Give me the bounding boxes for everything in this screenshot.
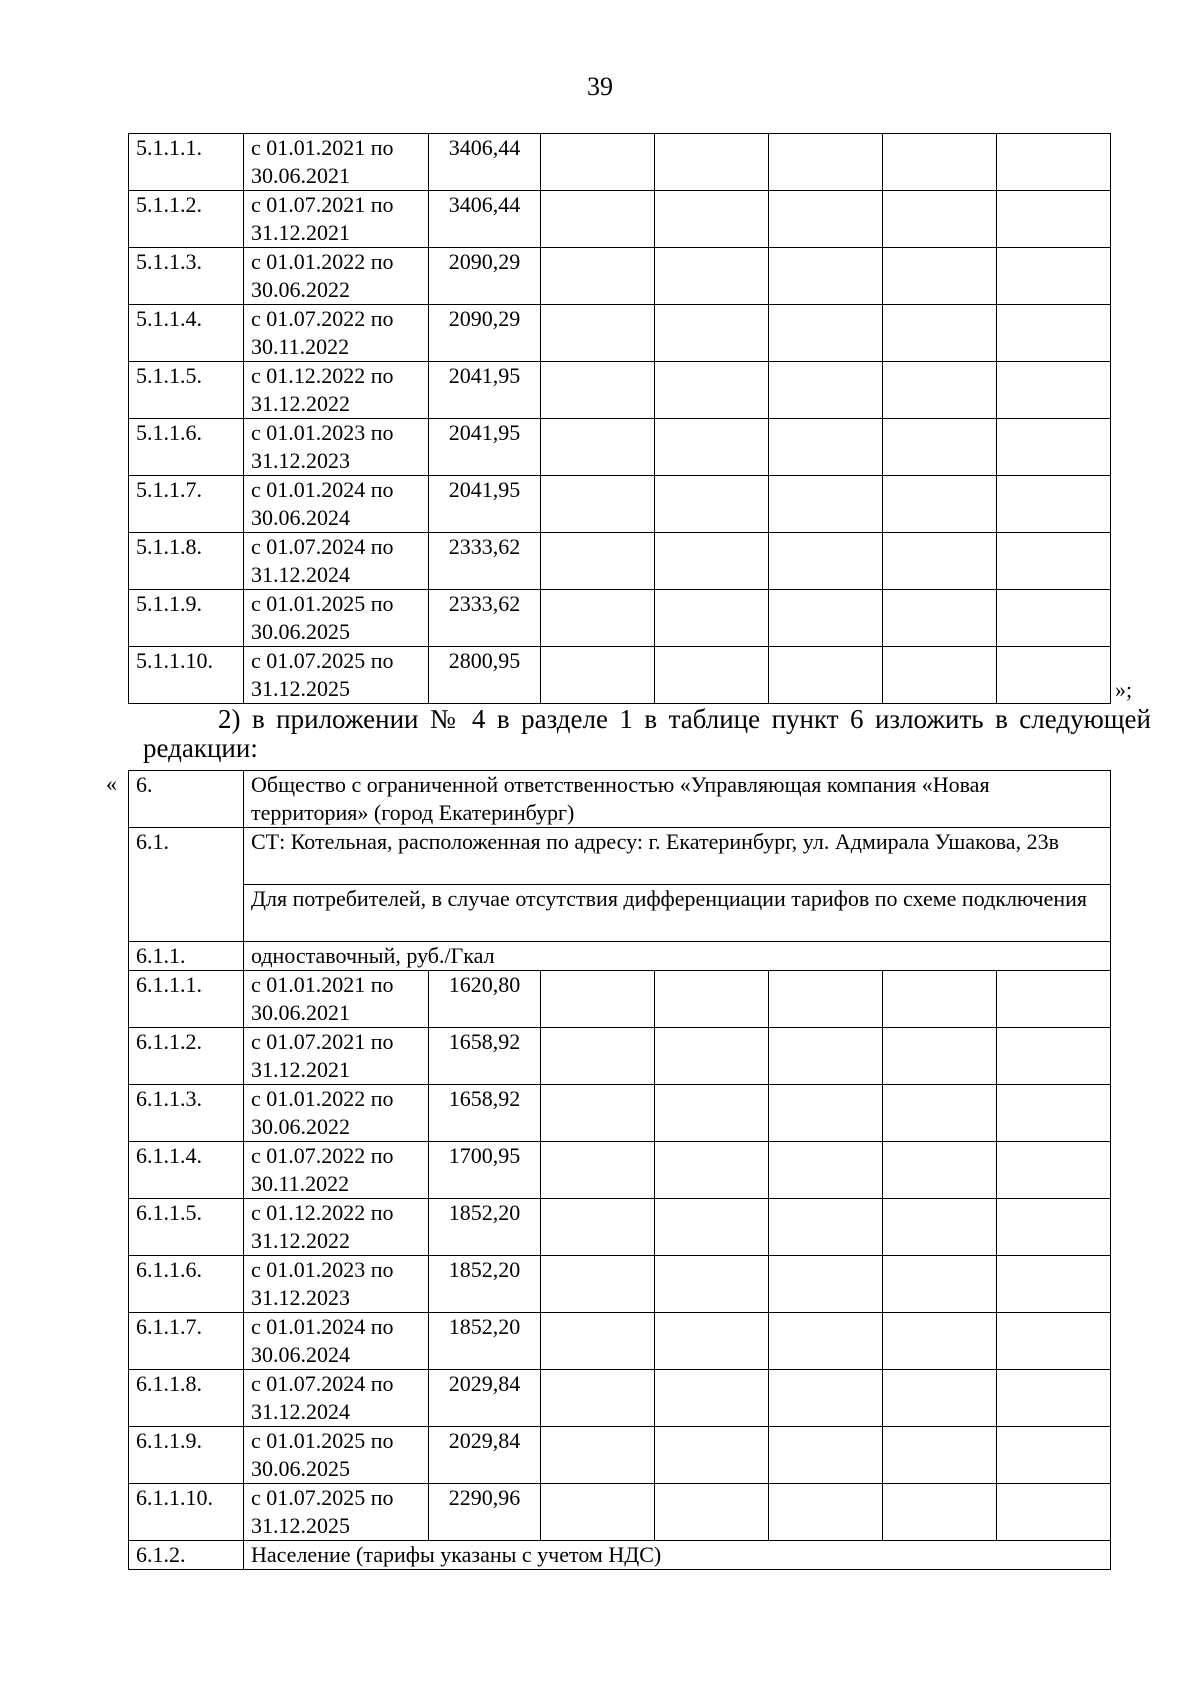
empty-cell <box>769 533 883 590</box>
period-cell: с 01.07.2024 по 31.12.2024 <box>244 1370 429 1427</box>
period-cell: с 01.07.2022 по 30.11.2022 <box>244 1142 429 1199</box>
row-code: 6.1.1.5. <box>129 1199 244 1256</box>
empty-cell <box>655 533 769 590</box>
empty-cell <box>997 305 1111 362</box>
empty-cell <box>655 248 769 305</box>
value-cell: 3406,44 <box>429 191 541 248</box>
empty-cell <box>541 971 655 1028</box>
tariff-table-body <box>129 771 1111 1570</box>
value-cell: 1852,20 <box>429 1313 541 1370</box>
empty-cell <box>883 191 997 248</box>
empty-cell <box>883 533 997 590</box>
empty-cell <box>769 1256 883 1313</box>
table-row <box>129 647 1111 704</box>
empty-cell <box>655 1085 769 1142</box>
empty-cell <box>883 362 997 419</box>
empty-cell <box>541 1199 655 1256</box>
empty-cell <box>655 1427 769 1484</box>
empty-cell <box>769 1484 883 1541</box>
empty-cell <box>883 476 997 533</box>
table-row <box>129 1484 1111 1541</box>
tariff-table-body <box>129 134 1111 704</box>
value-cell: 2029,84 <box>429 1427 541 1484</box>
row-code: 6.1.1.8. <box>129 1370 244 1427</box>
value-cell: 2800,95 <box>429 647 541 704</box>
table-row <box>129 1028 1111 1085</box>
population-row <box>129 1541 1111 1570</box>
empty-cell <box>883 134 997 191</box>
row-code: 6.1.1.1. <box>129 971 244 1028</box>
row-code: 6.1.2. <box>129 1541 244 1570</box>
consumers-text: Для потребителей, в случае отсутствия дифференциации тарифов по схеме подключения <box>244 885 1111 942</box>
empty-cell <box>541 248 655 305</box>
empty-cell <box>655 1256 769 1313</box>
period-cell: с 01.12.2022 по 31.12.2022 <box>244 1199 429 1256</box>
value-cell: 3406,44 <box>429 134 541 191</box>
empty-cell <box>997 1370 1111 1427</box>
row-code: 6.1.1.7. <box>129 1313 244 1370</box>
empty-cell <box>883 419 997 476</box>
row-code: 6.1.1.9. <box>129 1427 244 1484</box>
empty-cell <box>655 191 769 248</box>
empty-cell <box>997 1313 1111 1370</box>
empty-cell <box>541 1484 655 1541</box>
table-row <box>129 1199 1111 1256</box>
tariff-table-continuation <box>128 133 1111 704</box>
table-row <box>129 191 1111 248</box>
period-cell: с 01.01.2024 по 30.06.2024 <box>244 1313 429 1370</box>
empty-cell <box>769 1085 883 1142</box>
empty-cell <box>769 362 883 419</box>
empty-cell <box>769 1427 883 1484</box>
tariff-table-item-6 <box>128 770 1111 1570</box>
row-code: 5.1.1.10. <box>129 647 244 704</box>
empty-cell <box>541 647 655 704</box>
empty-cell <box>655 1484 769 1541</box>
empty-cell <box>655 1370 769 1427</box>
row-code: 6.1.1.3. <box>129 1085 244 1142</box>
row-code: 6. <box>129 771 244 828</box>
row-code: 6.1.1.4. <box>129 1142 244 1199</box>
value-cell: 1700,95 <box>429 1142 541 1199</box>
value-cell: 2041,95 <box>429 362 541 419</box>
population-text: Население (тарифы указаны с учетом НДС) <box>244 1541 1111 1570</box>
period-cell: с 01.01.2021 по 30.06.2021 <box>244 134 429 191</box>
empty-cell <box>541 191 655 248</box>
period-cell: с 01.01.2025 по 30.06.2025 <box>244 1427 429 1484</box>
value-cell: 1852,20 <box>429 1256 541 1313</box>
period-cell: с 01.07.2025 по 31.12.2025 <box>244 1484 429 1541</box>
empty-cell <box>997 1085 1111 1142</box>
row-code: 6.1. <box>129 828 244 942</box>
empty-cell <box>769 590 883 647</box>
empty-cell <box>769 191 883 248</box>
empty-cell <box>883 971 997 1028</box>
table-row <box>129 1370 1111 1427</box>
empty-cell <box>997 191 1111 248</box>
empty-cell <box>769 1199 883 1256</box>
period-cell: с 01.07.2024 по 31.12.2024 <box>244 533 429 590</box>
tariff-type-row <box>129 942 1111 971</box>
empty-cell <box>541 590 655 647</box>
empty-cell <box>883 1313 997 1370</box>
empty-cell <box>997 476 1111 533</box>
heat-source-text: СТ: Котельная, расположенная по адресу: г. Екатеринбург, ул. Адмирала Ушакова, 23в <box>244 828 1111 885</box>
empty-cell <box>883 1256 997 1313</box>
empty-cell <box>541 1085 655 1142</box>
row-code: 5.1.1.7. <box>129 476 244 533</box>
empty-cell <box>769 1028 883 1085</box>
empty-cell <box>655 419 769 476</box>
table-row <box>129 248 1111 305</box>
empty-cell <box>541 1142 655 1199</box>
period-cell: с 01.01.2025 по 30.06.2025 <box>244 590 429 647</box>
table-row <box>129 134 1111 191</box>
empty-cell <box>997 1427 1111 1484</box>
row-code: 5.1.1.2. <box>129 191 244 248</box>
value-cell: 2290,96 <box>429 1484 541 1541</box>
empty-cell <box>997 1256 1111 1313</box>
empty-cell <box>655 476 769 533</box>
empty-cell <box>883 1427 997 1484</box>
empty-cell <box>541 476 655 533</box>
consumers-row <box>129 885 1111 942</box>
value-cell: 2041,95 <box>429 476 541 533</box>
heat-source-row <box>129 828 1111 885</box>
table-row <box>129 590 1111 647</box>
empty-cell <box>769 1370 883 1427</box>
value-cell: 2041,95 <box>429 419 541 476</box>
empty-cell <box>541 362 655 419</box>
empty-cell <box>769 134 883 191</box>
empty-cell <box>541 1028 655 1085</box>
closing-quote-mark: »; <box>1115 677 1133 702</box>
page-number: 39 <box>587 72 613 101</box>
empty-cell <box>541 1427 655 1484</box>
value-cell: 2090,29 <box>429 248 541 305</box>
empty-cell <box>655 1199 769 1256</box>
period-cell: с 01.01.2023 по 31.12.2023 <box>244 1256 429 1313</box>
empty-cell <box>541 533 655 590</box>
period-cell: с 01.07.2022 по 30.11.2022 <box>244 305 429 362</box>
value-cell: 2333,62 <box>429 590 541 647</box>
empty-cell <box>655 1313 769 1370</box>
empty-cell <box>997 1028 1111 1085</box>
empty-cell <box>883 647 997 704</box>
row-code: 5.1.1.9. <box>129 590 244 647</box>
empty-cell <box>883 1370 997 1427</box>
empty-cell <box>769 1313 883 1370</box>
empty-cell <box>883 1085 997 1142</box>
row-code: 5.1.1.3. <box>129 248 244 305</box>
empty-cell <box>769 971 883 1028</box>
period-cell: с 01.07.2021 по 31.12.2021 <box>244 191 429 248</box>
empty-cell <box>769 476 883 533</box>
empty-cell <box>541 1313 655 1370</box>
tariff-type-text: одноставочный, руб./Гкал <box>244 942 1111 971</box>
period-cell: с 01.12.2022 по 31.12.2022 <box>244 362 429 419</box>
period-cell: с 01.01.2022 по 30.06.2022 <box>244 248 429 305</box>
empty-cell <box>655 590 769 647</box>
empty-cell <box>541 419 655 476</box>
row-code: 5.1.1.6. <box>129 419 244 476</box>
opening-quote-mark: « <box>106 771 117 796</box>
period-cell: с 01.07.2025 по 31.12.2025 <box>244 647 429 704</box>
value-cell: 2333,62 <box>429 533 541 590</box>
empty-cell <box>655 647 769 704</box>
table-row <box>129 1142 1111 1199</box>
empty-cell <box>769 1142 883 1199</box>
row-code: 6.1.1. <box>129 942 244 971</box>
period-cell: с 01.07.2021 по 31.12.2021 <box>244 1028 429 1085</box>
empty-cell <box>997 134 1111 191</box>
table-row <box>129 1085 1111 1142</box>
table-row <box>129 1427 1111 1484</box>
empty-cell <box>883 1028 997 1085</box>
organization-row <box>129 771 1111 828</box>
table-row <box>129 305 1111 362</box>
empty-cell <box>997 362 1111 419</box>
empty-cell <box>655 305 769 362</box>
value-cell: 1658,92 <box>429 1085 541 1142</box>
empty-cell <box>883 305 997 362</box>
row-code: 5.1.1.5. <box>129 362 244 419</box>
amendment-instruction: 2) в приложении № 4 в разделе 1 в таблице пункт 6 изложить в следующей редакции: <box>143 704 1151 763</box>
empty-cell <box>997 1142 1111 1199</box>
empty-cell <box>883 248 997 305</box>
empty-cell <box>655 971 769 1028</box>
table-row <box>129 533 1111 590</box>
table-row <box>129 1313 1111 1370</box>
empty-cell <box>997 590 1111 647</box>
row-code: 6.1.1.10. <box>129 1484 244 1541</box>
empty-cell <box>997 1199 1111 1256</box>
empty-cell <box>997 248 1111 305</box>
empty-cell <box>655 362 769 419</box>
row-code: 5.1.1.8. <box>129 533 244 590</box>
period-cell: с 01.01.2021 по 30.06.2021 <box>244 971 429 1028</box>
empty-cell <box>655 134 769 191</box>
empty-cell <box>769 419 883 476</box>
empty-cell <box>541 305 655 362</box>
value-cell: 1852,20 <box>429 1199 541 1256</box>
empty-cell <box>769 248 883 305</box>
period-cell: с 01.01.2024 по 30.06.2024 <box>244 476 429 533</box>
empty-cell <box>883 1199 997 1256</box>
period-cell: с 01.01.2022 по 30.06.2022 <box>244 1085 429 1142</box>
period-cell: с 01.01.2023 по 31.12.2023 <box>244 419 429 476</box>
empty-cell <box>769 647 883 704</box>
empty-cell <box>769 305 883 362</box>
value-cell: 2090,29 <box>429 305 541 362</box>
value-cell: 1658,92 <box>429 1028 541 1085</box>
table-row <box>129 1256 1111 1313</box>
empty-cell <box>997 647 1111 704</box>
value-cell: 1620,80 <box>429 971 541 1028</box>
empty-cell <box>997 533 1111 590</box>
row-code: 5.1.1.1. <box>129 134 244 191</box>
value-cell: 2029,84 <box>429 1370 541 1427</box>
empty-cell <box>883 1484 997 1541</box>
empty-cell <box>541 1256 655 1313</box>
row-code: 6.1.1.6. <box>129 1256 244 1313</box>
empty-cell <box>883 590 997 647</box>
row-code: 5.1.1.4. <box>129 305 244 362</box>
empty-cell <box>541 134 655 191</box>
empty-cell <box>997 971 1111 1028</box>
empty-cell <box>655 1028 769 1085</box>
empty-cell <box>883 1142 997 1199</box>
table-row <box>129 362 1111 419</box>
row-code: 6.1.1.2. <box>129 1028 244 1085</box>
empty-cell <box>997 1484 1111 1541</box>
organization-name: Общество с ограниченной ответственностью «Управляющая компания «Новая территория» (город Екатеринбург) <box>244 771 1111 828</box>
empty-cell <box>997 419 1111 476</box>
empty-cell <box>541 1370 655 1427</box>
empty-cell <box>655 1142 769 1199</box>
table-row <box>129 971 1111 1028</box>
table-row <box>129 419 1111 476</box>
table-row <box>129 476 1111 533</box>
